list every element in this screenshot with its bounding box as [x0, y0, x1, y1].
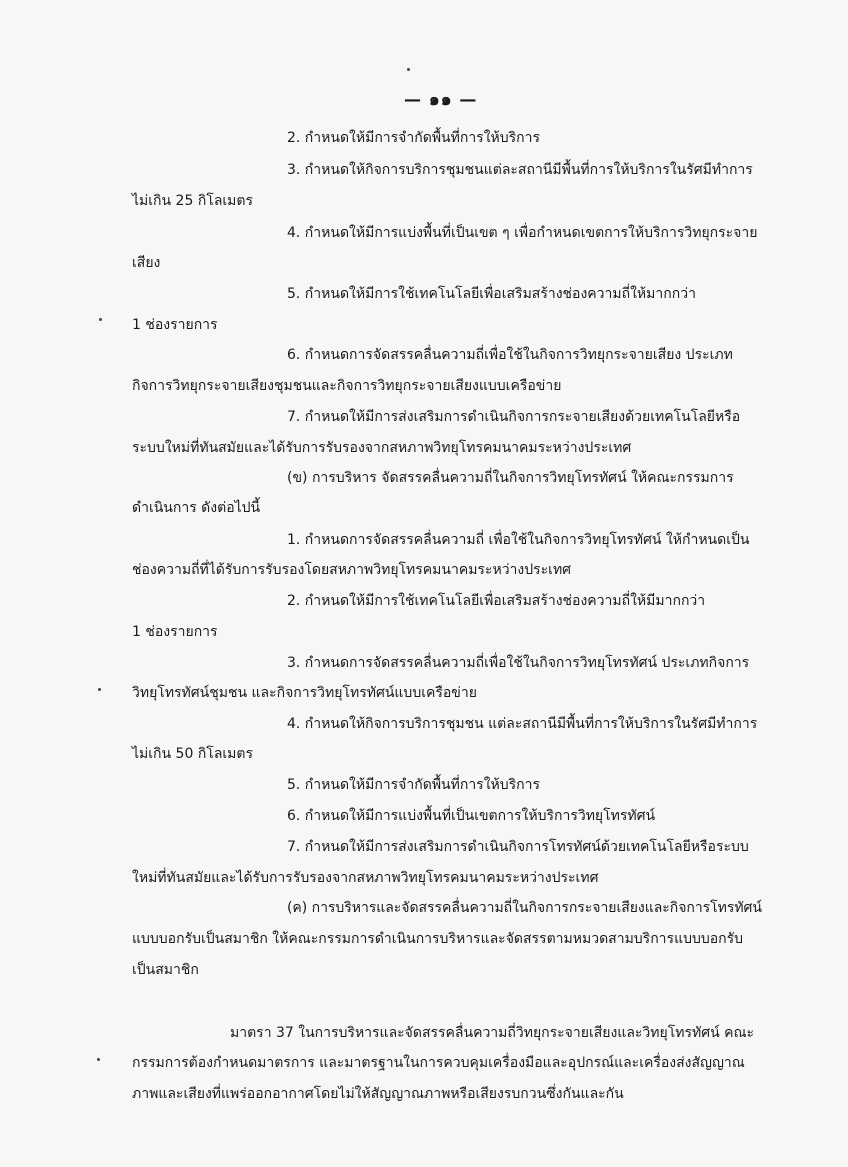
text-line: ใหม่ที่ทันสมัยและได้รับการรับรองจากสหภาพวิทยุโทรคมนาคมระหว่างประเทศ — [132, 870, 599, 886]
text-line: 5. กำหนดให้มีการจำกัดพื้นที่การให้บริการ — [287, 777, 541, 793]
text-line: 6. กำหนดการจัดสรรคลื่นความถี่เพื่อใช้ในกิจการวิทยุกระจายเสียง ประเภท — [287, 347, 733, 363]
text-line: 5. กำหนดให้มีการใช้เทคโนโลยีเพื่อเสริมสร้างช่องความถี่ให้มากกว่า — [287, 286, 696, 302]
text-line: 2. กำหนดให้มีการใช้เทคโนโลยีเพื่อเสริมสร้างช่องความถี่ให้มีมากกว่า — [287, 593, 706, 609]
text-line: (ข) การบริหาร จัดสรรคลื่นความถี่ในกิจการวิทยุโทรทัศน์ ให้คณะกรรมการ — [287, 470, 734, 486]
text-line: 7. กำหนดให้มีการส่งเสริมการดำเนินกิจการกระจายเสียงด้วยเทคโนโลยีหรือ — [287, 409, 741, 425]
scan-speck — [97, 1058, 100, 1061]
text-line: มาตรา 37 ในการบริหารและจัดสรรคลื่นความถี่วิทยุกระจายเสียงและวิทยุโทรทัศน์ คณะ — [230, 1025, 755, 1041]
scan-speck — [407, 68, 410, 71]
text-line: 6. กำหนดให้มีการแบ่งพื้นที่เป็นเขตการให้บริการวิทยุโทรทัศน์ — [287, 808, 656, 824]
text-line: แบบบอกรับเป็นสมาชิก ให้คณะกรรมการดำเนินการบริหารและจัดสรรตามหมวดสามบริการแบบบอกรับ — [132, 931, 744, 947]
text-line: 3. กำหนดให้กิจการบริการชุมชนแต่ละสถานีมีพื้นที่การให้บริการในรัศมีทำการ — [287, 162, 753, 178]
text-line: กิจการวิทยุกระจายเสียงชุมชนและกิจการวิทยุกระจายเสียงแบบเครือข่าย — [132, 378, 562, 394]
page-number: — ๑๑ — — [404, 90, 478, 110]
text-line: ไม่เกิน 25 กิโลเมตร — [132, 193, 254, 209]
text-line: ภาพและเสียงที่แพร่ออกอากาศโดยไม่ให้สัญญาณภาพหรือเสียงรบกวนซึ่งกันและกัน — [132, 1086, 624, 1102]
text-line: 4. กำหนดให้มีการแบ่งพื้นที่เป็นเขต ๆ เพื่อกำหนดเขตการให้บริการวิทยุกระจาย — [287, 225, 758, 241]
scan-speck — [99, 318, 102, 321]
text-line: วิทยุโทรทัศน์ชุมชน และกิจการวิทยุโทรทัศน์แบบเครือข่าย — [132, 685, 477, 701]
text-line: ระบบใหม่ที่ทันสมัยและได้รับการรับรองจากสหภาพวิทยุโทรคมนาคมระหว่างประเทศ — [132, 440, 632, 456]
text-line: 4. กำหนดให้กิจการบริการชุมชน แต่ละสถานีมีพื้นที่การให้บริการในรัศมีทำการ — [287, 716, 758, 732]
text-line: 1 ช่องรายการ — [132, 317, 218, 333]
scan-speck — [98, 688, 101, 691]
text-line: เสียง — [132, 255, 161, 271]
text-line: กรรมการต้องกำหนดมาตรการ และมาตรฐานในการควบคุมเครื่องมือและอุปกรณ์และเครื่องส่งสัญญาณ — [132, 1055, 745, 1071]
text-line: 3. กำหนดการจัดสรรคลื่นความถี่เพื่อใช้ในกิจการวิทยุโทรทัศน์ ประเภทกิจการ — [287, 655, 750, 671]
text-line: ช่องความถี่ที่ได้รับการรับรองโดยสหภาพวิทยุโทรคมนาคมระหว่างประเทศ — [132, 562, 572, 578]
text-line: 1 ช่องรายการ — [132, 624, 218, 640]
text-line: ดำเนินการ ดังต่อไปนี้ — [132, 500, 261, 516]
text-line: 2. กำหนดให้มีการจำกัดพื้นที่การให้บริการ — [287, 130, 541, 146]
text-line: ไม่เกิน 50 กิโลเมตร — [132, 746, 254, 762]
text-line: 7. กำหนดให้มีการส่งเสริมการดำเนินกิจการโทรทัศน์ด้วยเทคโนโลยีหรือระบบ — [287, 839, 749, 855]
text-line: 1. กำหนดการจัดสรรคลื่นความถี่ เพื่อใช้ในกิจการวิทยุโทรทัศน์ ให้กำหนดเป็น — [287, 532, 750, 548]
text-line: เป็นสมาชิก — [132, 962, 199, 978]
text-line: (ค) การบริหารและจัดสรรคลื่นความถี่ในกิจการกระจายเสียงและกิจการโทรทัศน์ — [287, 900, 762, 916]
